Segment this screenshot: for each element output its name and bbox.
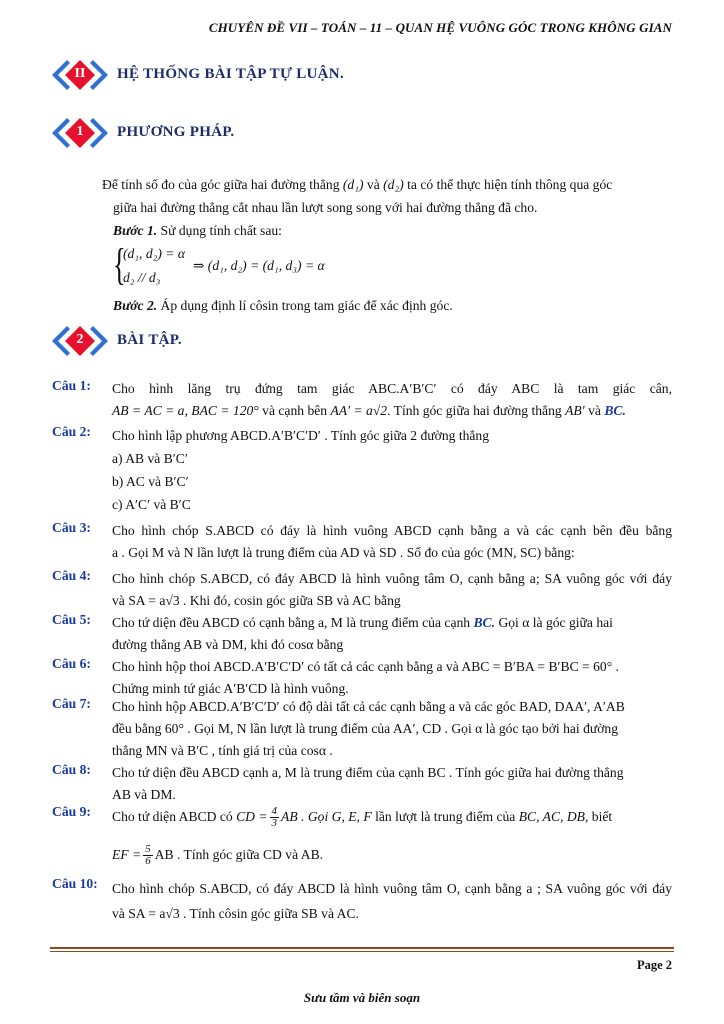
section-title: BÀI TẬP. (117, 332, 182, 348)
section-badge-text: 1 (76, 124, 84, 139)
question-label: Câu 6: (52, 656, 91, 671)
step2: Bước 2. Áp dụng định lí côsin trong tam giác để xác định góc. (113, 298, 453, 313)
footer-rule (50, 947, 674, 949)
question-label: Câu 1: (52, 378, 91, 393)
question-label: Câu 7: (52, 696, 91, 711)
method-intro-line1: Để tính số đo của góc giữa hai đường thẳng (d₁) và (d₂) ta có thể thực hiện tính thông qua góc (102, 177, 613, 192)
page-number: Page 2 (636, 958, 672, 972)
property-system: { (d₁, d₂) = α d₂ // d₃ ⇒ (d₁, d₂) = (d₁, d₃) = α (113, 240, 325, 289)
footer-rule-thin (50, 951, 674, 952)
fraction-4-3: $\frac{4}{3}$ (271, 805, 278, 830)
section-title: PHƯƠNG PHÁP. (117, 124, 235, 140)
section-title: HỆ THỐNG BÀI TẬP TỰ LUẬN. (117, 66, 344, 82)
fraction-5-6: $\frac{5}{6}$ (145, 843, 151, 868)
question-label: Câu 4: (52, 568, 91, 583)
question-2-part-c: c) A′C′ và B′C (112, 497, 191, 512)
method-intro-line2: giữa hai đường thẳng cắt nhau lần lượt song song với hai đường thẳng đã cho. (113, 200, 538, 215)
question-label: Câu 10: (52, 876, 98, 891)
section-badge-text: II (74, 66, 86, 81)
question-label: Câu 5: (52, 612, 91, 627)
line-d1: (d₁) (342, 177, 364, 192)
section-badge-text: 2 (76, 332, 84, 347)
question-label: Câu 3: (52, 520, 91, 535)
line-d2: (d₂) (383, 177, 404, 192)
page-header: CHUYÊN ĐỀ VII – TOÁN – 11 – QUAN HỆ VUÔNG GÓC TRONG KHÔNG GIAN (208, 20, 672, 35)
step1: Bước 1. Sử dụng tính chất sau: (113, 223, 282, 238)
brace-icon: { (113, 240, 126, 289)
question-label: Câu 9: (52, 804, 91, 819)
question-label: Câu 8: (52, 762, 91, 777)
question-label: Câu 2: (52, 424, 91, 439)
footer-credit: Sưu tầm và biên soạn (303, 990, 421, 1005)
question-2-part-a: a) AB và B′C′ (112, 451, 188, 466)
question-2-part-b: b) AC và B′C′ (112, 474, 189, 489)
